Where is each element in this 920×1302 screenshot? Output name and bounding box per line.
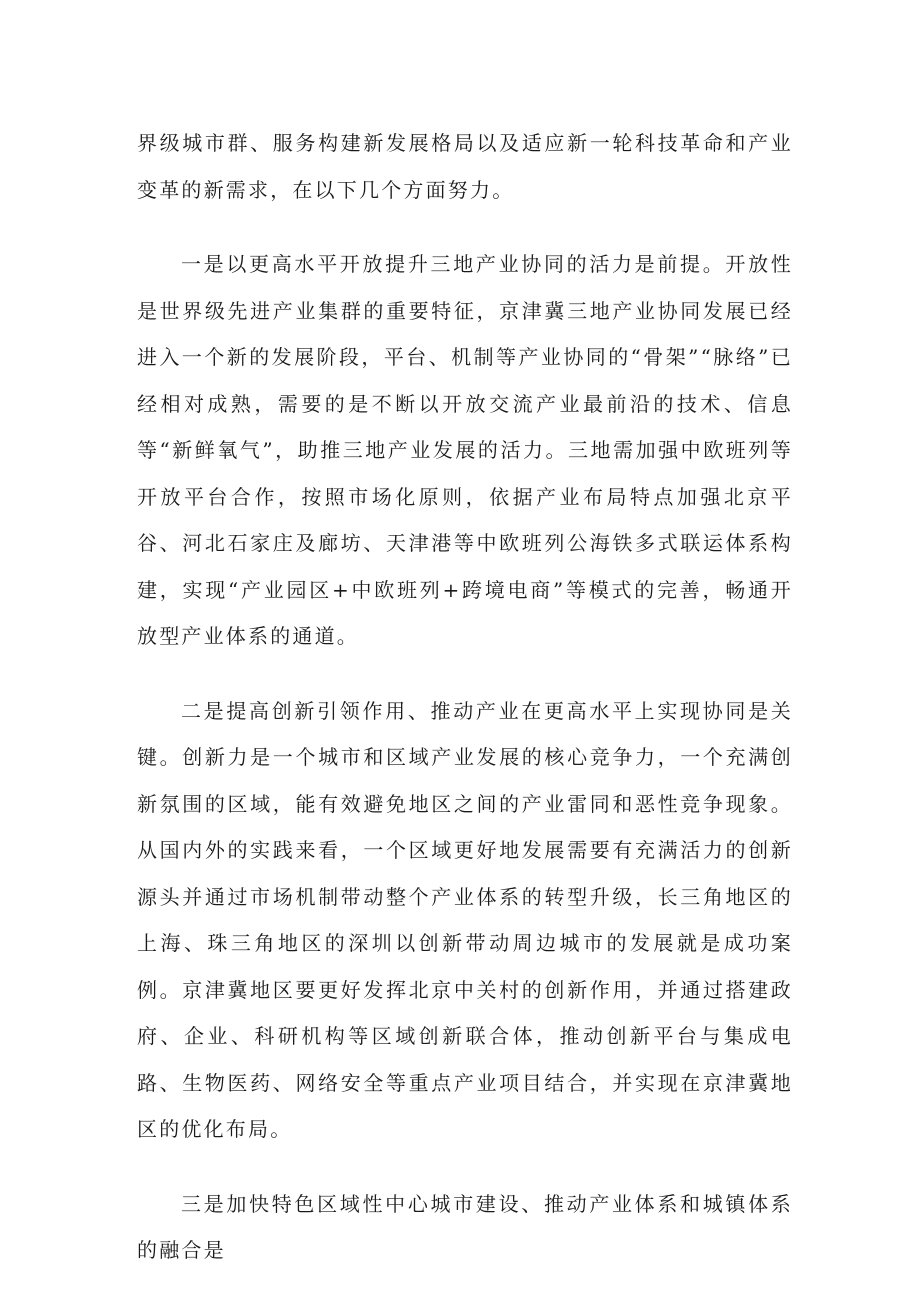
- paragraph-point-two: 二是提高创新引领作用、推动产业在更高水平上实现协同是关键。创新力是一个城市和区域产业发展的核心竞争力，一个充满创新氛围的区域，能有效避免地区之间的产业雷同和恶性竞争现象。从国内外的实践来看，一个区域更好地发展需要有充满活力的创新源头并通过市场机制带动整个产业体系的转型升级，长三角地区的上海、珠三角地区的深圳以创新带动周边城市的发展就是成功案例。京津冀地区要更好发挥北京中关村的创新作用，并通过搭建政府、企业、科研机构等区域创新联合体，推动创新平台与集成电路、生物医药、网络安全等重点产业项目结合，并实现在京津冀地区的优化布局。: [137, 698, 793, 1141]
- document-body: [137, 120, 793, 1302]
- paragraph-continuation: 界级城市群、服务构建新发展格局以及适应新一轮科技革命和产业变革的新需求，在以下几个方面努力。: [137, 131, 793, 202]
- paragraph-point-three: 三是加快特色区域性中心城市建设、推动产业体系和城镇体系的融合是: [137, 1191, 793, 1262]
- paragraph-point-one: 一是以更高水平开放提升三地产业协同的活力是前提。开放性是世界级先进产业集群的重要特征，京津冀三地产业协同发展已经进入一个新的发展阶段，平台、机制等产业协同的“骨架”“脉络”已经相对成熟，需要的是不断以开放交流产业最前沿的技术、信息等“新鲜氧气”，助推三地产业发展的活力。三地需加强中欧班列等开放平台合作，按照市场化原则，依据产业布局特点加强北京平谷、河北石家庄及廊坊、天津港等中欧班列公海铁多式联运体系构建，实现“产业园区+中欧班列+跨境电商”等模式的完善，畅通开放型产业体系的通道。: [137, 252, 793, 648]
